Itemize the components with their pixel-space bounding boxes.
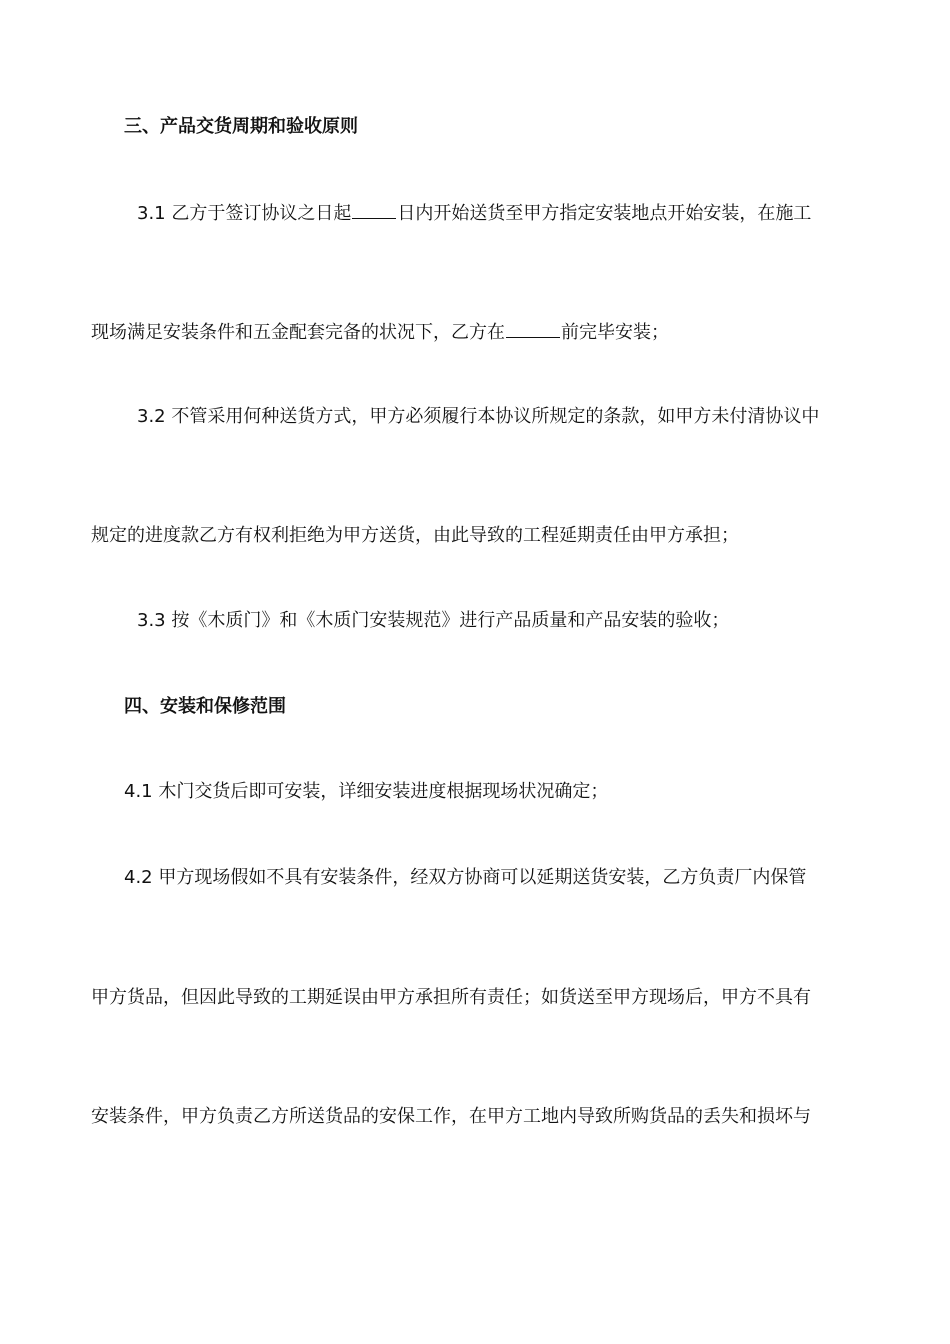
clause-3-1-text-d: 前完毕安装；	[561, 322, 669, 343]
section-4-heading: 四、安装和保修范围	[124, 696, 286, 717]
clause-3-2-line-1: 3.2 不管采用何种送货方式，甲方必须履行本协议所规定的条款，如甲方未付清协议中	[137, 406, 820, 427]
fill-blank-date[interactable]	[506, 319, 560, 338]
clause-3-1-text-b: 日内开始送货至甲方指定安装地点开始安装，在施工	[397, 203, 812, 224]
clause-3-1-text-c: 现场满足安装条件和五金配套完备的状况下，乙方在	[91, 322, 505, 343]
clause-3-1-line-1	[137, 200, 811, 226]
fill-blank-days[interactable]	[352, 200, 396, 219]
clause-4-2-line-3: 安装条件，甲方负责乙方所送货品的安保工作，在甲方工地内导致所购货品的丢失和损坏与	[91, 1106, 811, 1127]
clause-4-1: 4.1 木门交货后即可安装，详细安装进度根据现场状况确定；	[124, 781, 609, 802]
clause-3-3: 3.3 按《木质门》和《木质门安装规范》进行产品质量和产品安装的验收；	[137, 610, 730, 631]
clause-3-1-text-a: 3.1 乙方于签订协议之日起	[137, 203, 352, 224]
clause-3-2-line-2: 规定的进度款乙方有权利拒绝为甲方送货，由此导致的工程延期责任由甲方承担；	[91, 525, 739, 546]
section-3-heading: 三、产品交货周期和验收原则	[124, 116, 358, 137]
clause-4-2-line-1: 4.2 甲方现场假如不具有安装条件，经双方协商可以延期送货安装，乙方负责厂内保管	[124, 867, 807, 888]
clause-3-1-line-2	[91, 319, 669, 345]
clause-4-2-line-2: 甲方货品，但因此导致的工期延误由甲方承担所有责任；如货送至甲方现场后，甲方不具有	[91, 987, 811, 1008]
